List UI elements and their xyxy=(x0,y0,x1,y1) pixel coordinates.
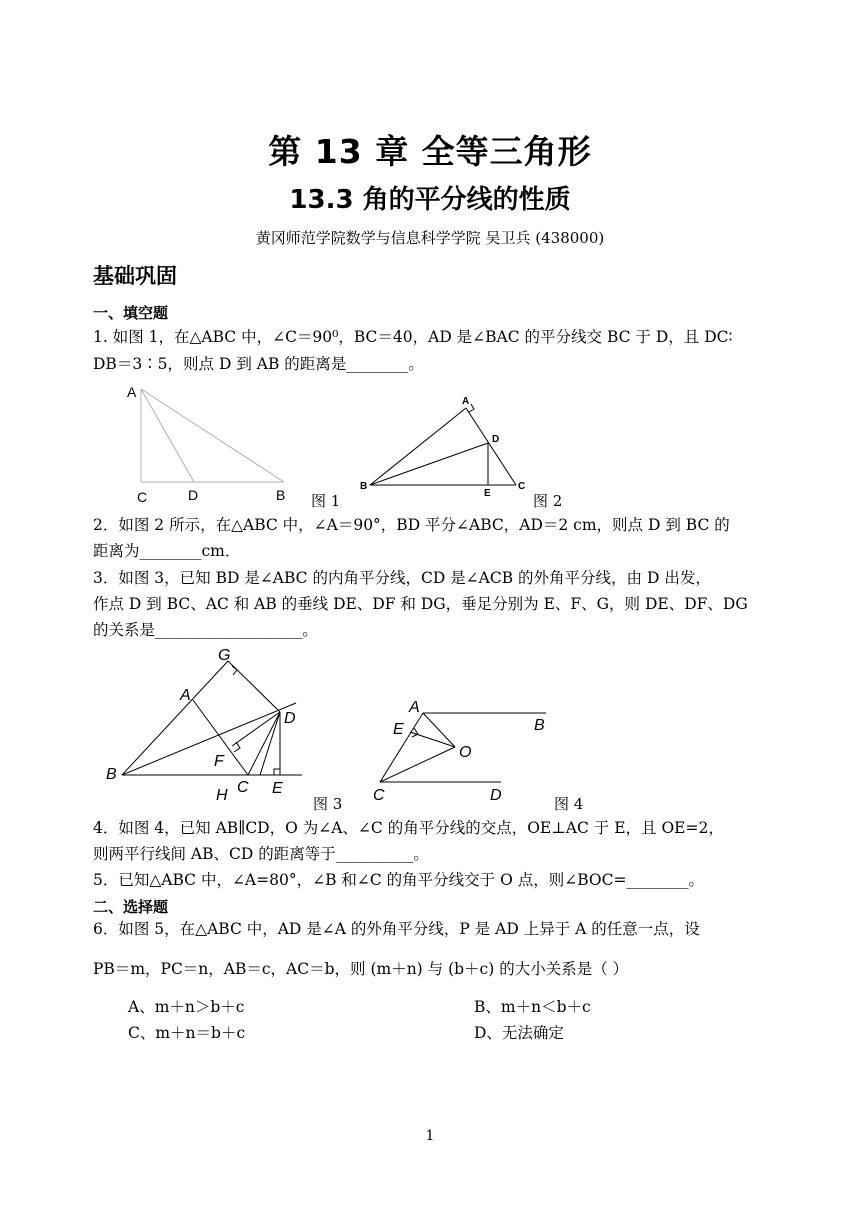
option-d: D、无法确定 xyxy=(474,1024,564,1042)
fig3-label-b: B xyxy=(106,766,117,783)
fig1-label-b: B xyxy=(276,487,286,503)
section-title: 13.3 角的平分线的性质 xyxy=(289,185,571,215)
fig4-label-e: E xyxy=(393,721,404,738)
fig1-label-d: D xyxy=(188,487,199,503)
fig2-label-c: C xyxy=(518,481,526,492)
option-b: B、m＋n＜b＋c xyxy=(474,998,591,1016)
chapter-title: 第 13 章 全等三角形 xyxy=(268,132,592,171)
fig1-label-c: C xyxy=(137,489,148,505)
fig3-label-h: H xyxy=(216,787,228,804)
fig2-label-e: E xyxy=(484,488,491,499)
fig4-label-d: D xyxy=(490,787,502,804)
fig3-label-e: E xyxy=(272,780,283,797)
question-3-line-3: 的关系是___________________。 xyxy=(93,621,318,639)
part-heading-fill: 一、填空题 xyxy=(93,304,169,322)
part-heading-choice: 二、选择题 xyxy=(93,898,169,916)
fig2-caption: 图 2 xyxy=(533,492,563,510)
fig3-caption: 图 3 xyxy=(313,795,343,813)
fig4-label-a: A xyxy=(409,699,420,716)
question-2-line-1: 2．如图 2 所示，在△ABC 中，∠A＝90°，BD 平分∠ABC，AD＝2 cm，则点 D 到 BC 的 xyxy=(93,516,730,534)
option-c: C、m＋n＝b＋c xyxy=(128,1024,246,1042)
question-1-line-1: 1. 如图 1，在△ABC 中，∠C＝90⁰，BC＝40，AD 是∠BAC 的平分线交 BC 于 D，且 DC∶ xyxy=(93,328,733,346)
page-number: 1 xyxy=(425,1128,435,1144)
fig1-caption: 图 1 xyxy=(311,492,341,510)
question-3-line-2: 作点 D 到 BC、AC 和 AB 的垂线 DE、DF 和 DG，垂足分别为 E、F、G，则 DE、DF、DG xyxy=(93,595,748,613)
fig3-label-f: F xyxy=(214,753,224,770)
fig4-label-c: C xyxy=(373,787,385,804)
question-2-line-2: 距离为________cm． xyxy=(93,542,241,560)
question-6-line-1: 6．如图 5，在△ABC 中，AD 是∠A 的外角平分线，P 是 AD 上异于 A 的任意一点，设 xyxy=(93,920,700,938)
fig3-label-g: G xyxy=(218,647,231,664)
fig3-label-a: A xyxy=(180,687,191,704)
fig4-caption: 图 4 xyxy=(554,795,584,813)
fig4-label-b: B xyxy=(534,717,545,734)
question-5-line-1: 5．已知△ABC 中，∠A=80°，∠B 和∠C 的角平分线交于 O 点，则∠BOC=________。 xyxy=(93,871,704,889)
question-4-line-2: 则两平行线间 AB、CD 的距离等于__________。 xyxy=(93,845,429,863)
fig2-label-a: A xyxy=(462,396,470,407)
option-a: A、m＋n＞b＋c xyxy=(128,998,245,1016)
question-6-line-2: PB＝m，PC＝n，AB＝c，AC＝b，则 (m＋n) 与 (b＋c) 的大小关系是（ ） xyxy=(93,960,629,978)
question-3-line-1: 3．如图 3，已知 BD 是∠ABC 的内角平分线，CD 是∠ACB 的外角平分线，由 D 出发， xyxy=(93,569,711,587)
fig3-label-c: C xyxy=(237,779,249,796)
question-1-line-2: DB＝3∶5，则点 D 到 AB 的距离是________。 xyxy=(93,355,424,373)
author-line: 黄冈师范学院数学与信息科学学院 吴卫兵 (438000) xyxy=(255,229,605,247)
fig3-label-d: D xyxy=(284,710,296,727)
fig2-label-b: B xyxy=(360,481,368,492)
fig4-label-o: O xyxy=(459,744,472,761)
section-heading: 基础巩固 xyxy=(93,264,177,288)
fig2-label-d: D xyxy=(492,434,500,445)
fig1-label-a: A xyxy=(127,384,137,400)
question-4-line-1: 4．如图 4，已知 AB∥CD，O 为∠A、∠C 的角平分线的交点，OE⊥AC 于 E，且 OE=2， xyxy=(93,819,724,837)
